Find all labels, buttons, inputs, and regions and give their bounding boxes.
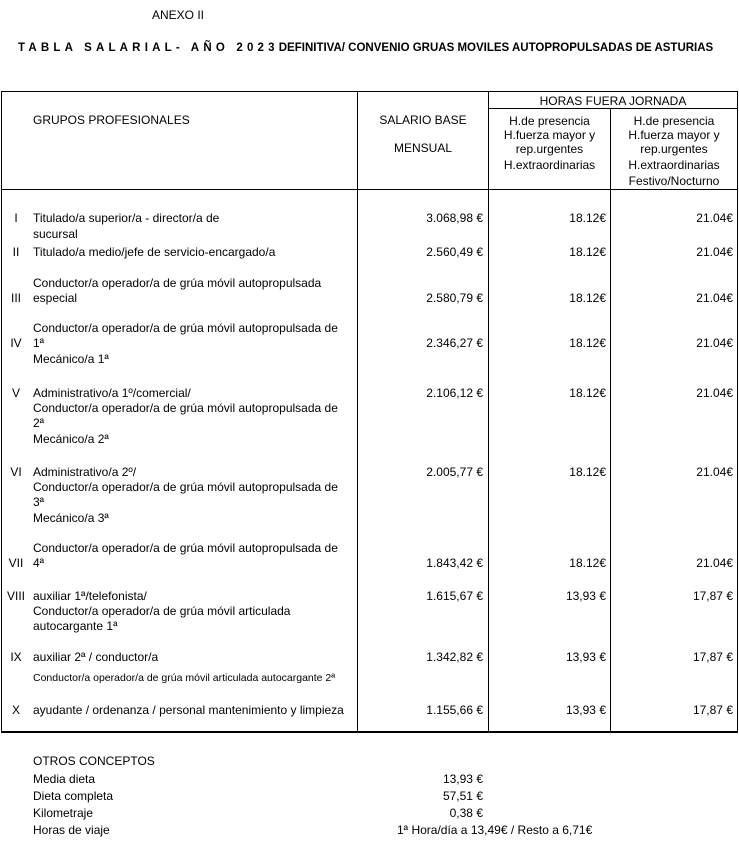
horas-festivo-cell: 17,87 € — [692, 703, 733, 717]
group-number: V — [11, 386, 20, 400]
salary-base-cell: 2.346,27 € — [426, 336, 483, 350]
otros-label: Dieta completa — [33, 789, 114, 803]
title-spaced: TABLA SALARIAL- AÑO 2023 — [18, 42, 279, 54]
annex-label: ANEXO II — [152, 8, 205, 22]
header-bottom-border — [1, 189, 738, 190]
horas-festivo-cell: 21.04€ — [696, 211, 733, 225]
group-number: X — [11, 703, 20, 717]
horas-festivo-cell: 21.04€ — [696, 336, 733, 350]
document-title — [18, 41, 713, 55]
group-number: IX — [10, 650, 22, 664]
group-number: III — [10, 291, 21, 305]
table-right-border — [737, 91, 738, 733]
group-description-line: Administrativo/a 1º/comercial/ — [33, 386, 191, 400]
header-groups: GRUPOS PROFESIONALES — [33, 113, 190, 127]
salary-base-cell: 2.005,77 € — [426, 465, 483, 479]
group-number: IV — [10, 336, 22, 350]
group-number: VII — [8, 556, 24, 570]
horas-festivo-cell: 21.04€ — [696, 291, 733, 305]
horas-festivo-cell: 21.04€ — [696, 465, 733, 479]
horas-presencia-cell: 18.12€ — [569, 336, 606, 350]
header-col2-line: H.fuerza mayor y — [628, 128, 720, 142]
group-description-line: auxiliar 1ª/telefonista/ — [33, 589, 147, 603]
group-description-line: 4ª — [33, 556, 45, 570]
horas-presencia-cell: 18.12€ — [569, 245, 606, 259]
group-description-line: 1ª — [33, 336, 45, 350]
group-description-line: especial — [33, 291, 78, 305]
group-number: I — [14, 211, 18, 225]
header-col2-line: H.de presencia — [633, 114, 715, 128]
salary-base-cell: 1.615,67 € — [426, 589, 483, 603]
header-col1-line: H.fuerza mayor y — [503, 128, 596, 142]
otros-label: Kilometraje — [33, 806, 94, 820]
header-salary-1: SALARIO BASE — [379, 113, 467, 127]
table-top-border — [1, 91, 738, 92]
header-col1-line: H.extraordinarias — [503, 158, 596, 172]
group-description-line: Titulado/a medio/jefe de servicio-encargado/a — [33, 245, 276, 259]
header-horas: HORAS FUERA JORNADA — [539, 94, 687, 108]
group-description-line: auxiliar 2ª / conductor/a — [33, 650, 159, 664]
otros-value: 1ª Hora/día a 13,49€ / Resto a 6,71€ — [397, 823, 593, 837]
group-number: VI — [10, 465, 22, 479]
group-description-line: Conductor/a operador/a de grúa móvil autopropulsada de — [33, 321, 338, 335]
group-description-line: sucursal — [33, 227, 78, 241]
salary-base-cell: 2.560,49 € — [426, 245, 483, 259]
group-description-line: Conductor/a operador/a de grúa móvil autopropulsada de — [33, 541, 338, 555]
salary-base-cell: 2.106,12 € — [426, 386, 483, 400]
salary-base-cell: 1.342,82 € — [426, 650, 483, 664]
otros-label: Horas de viaje — [33, 823, 110, 837]
col-divider — [610, 108, 611, 733]
header-col2-line: Festivo/Nocturno — [628, 174, 720, 188]
group-description-line: Conductor/a operador/a de grúa móvil articulada — [33, 604, 291, 618]
horas-presencia-cell: 18.12€ — [569, 291, 606, 305]
title-rest: DEFINITIVA/ CONVENIO GRUAS MOVILES AUTOPROPULSADAS DE ASTURIAS — [278, 42, 714, 54]
header-col1-line: H.de presencia — [509, 114, 590, 128]
group-number: VIII — [6, 589, 25, 603]
salary-base-cell: 3.068,98 € — [426, 211, 483, 225]
group-description-line: Titulado/a superior/a - director/a de — [33, 211, 220, 225]
group-description-line: Mecánico/a 2ª — [33, 432, 109, 446]
horas-presencia-cell: 18.12€ — [569, 211, 606, 225]
horas-divider — [488, 108, 738, 109]
horas-presencia-cell: 18.12€ — [569, 556, 606, 570]
salary-base-cell: 2.580,79 € — [426, 291, 483, 305]
otros-value: 13,93 € — [442, 772, 483, 786]
group-description-line: Mecánico/a 3ª — [33, 511, 109, 525]
group-description-line: Conductor/a operador/a de grúa móvil autopropulsada de — [33, 480, 338, 494]
group-description-line: ayudante / ordenanza / personal mantenimiento y limpieza — [33, 703, 344, 717]
table-left-border — [1, 91, 2, 733]
horas-presencia-cell: 13,93 € — [565, 703, 606, 717]
horas-presencia-cell: 13,93 € — [565, 589, 606, 603]
col-divider — [357, 91, 358, 733]
group-description-line: Administrativo/a 2º/ — [33, 465, 137, 479]
horas-presencia-cell: 18.12€ — [569, 386, 606, 400]
header-col2-line: H.extraordinarias — [628, 158, 720, 172]
salary-base-cell: 1.155,66 € — [426, 703, 483, 717]
horas-festivo-cell: 17,87 € — [692, 589, 733, 603]
horas-festivo-cell: 17,87 € — [692, 650, 733, 664]
header-col2-line: rep.urgentes — [640, 142, 708, 156]
otros-value: 57,51 € — [442, 789, 483, 803]
group-description-line: Conductor/a operador/a de grúa móvil autopropulsada — [33, 276, 322, 290]
horas-presencia-cell: 13,93 € — [565, 650, 606, 664]
otros-title: OTROS CONCEPTOS — [33, 754, 155, 768]
otros-value: 0,38 € — [449, 806, 483, 820]
group-description-line: autocargante 1ª — [33, 619, 118, 633]
horas-presencia-cell: 18.12€ — [569, 465, 606, 479]
col-divider — [488, 91, 489, 733]
horas-festivo-cell: 21.04€ — [696, 556, 733, 570]
group-description-line: Conductor/a operador/a de grúa móvil autopropulsada de — [33, 401, 338, 415]
horas-festivo-cell: 21.04€ — [696, 386, 733, 400]
group-number: II — [12, 245, 20, 259]
otros-label: Media dieta — [33, 772, 96, 786]
group-description-line: Mecánico/a 1ª — [33, 352, 109, 366]
group-description-line: Conductor/a operador/a de grúa móvil articulada autocargante 2ª — [33, 672, 336, 684]
header-col1-line: rep.urgentes — [515, 142, 584, 156]
group-description-line: 3ª — [33, 495, 45, 509]
salary-base-cell: 1.843,42 € — [426, 556, 483, 570]
group-description-line: 2ª — [33, 416, 45, 430]
header-salary-2: MENSUAL — [393, 141, 452, 155]
table-bottom-border — [1, 731, 738, 733]
horas-festivo-cell: 21.04€ — [696, 245, 733, 259]
